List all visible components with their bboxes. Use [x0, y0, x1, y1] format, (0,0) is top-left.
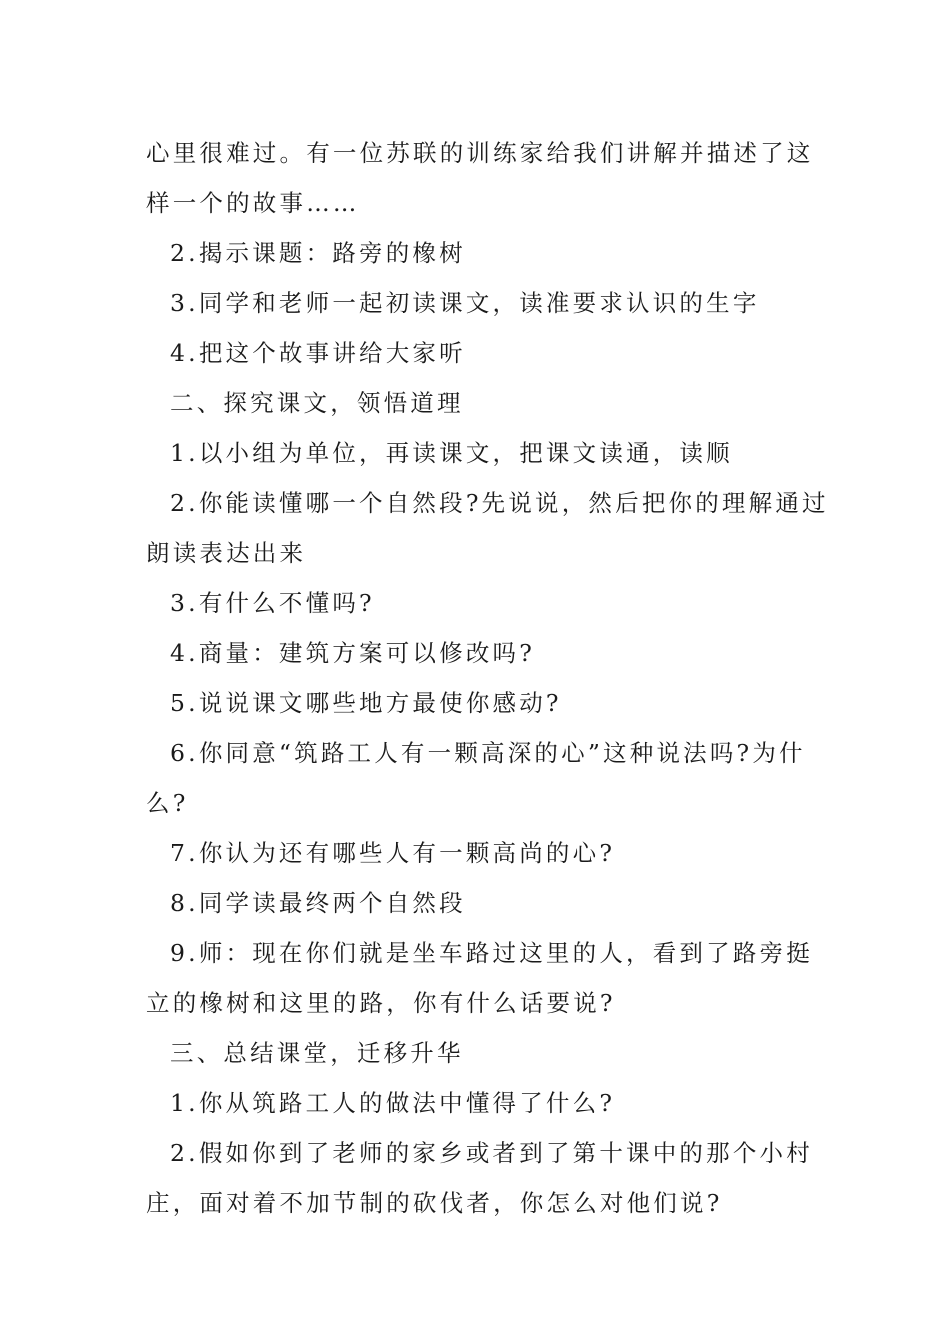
text-line: 3.同学和老师一起初读课文，读准要求认识的生字 [170, 289, 760, 317]
text-line: 3.有什么不懂吗? [170, 589, 375, 617]
text-line: 样一个的故事…… [146, 189, 360, 217]
text-line: 2.揭示课题：路旁的橡树 [170, 239, 466, 267]
text-line: 8.同学读最终两个自然段 [170, 889, 466, 917]
text-line: 庄，面对着不加节制的砍伐者，你怎么对他们说? [146, 1189, 723, 1217]
text-line: 朗读表达出来 [146, 539, 307, 567]
text-line: 4.把这个故事讲给大家听 [170, 339, 466, 367]
section-heading: 二、探究课文，领悟道理 [170, 389, 464, 417]
text-line: 1.你从筑路工人的做法中懂得了什么? [170, 1089, 616, 1117]
text-line: 5.说说课文哪些地方最使你感动? [170, 689, 562, 717]
text-line: 4.商量：建筑方案可以修改吗? [170, 639, 536, 667]
text-line: 9.师：现在你们就是坐车路过这里的人，看到了路旁挺 [170, 939, 813, 967]
section-heading: 三、总结课堂，迁移升华 [170, 1039, 464, 1067]
text-line: 么? [146, 789, 189, 817]
text-line: 6.你同意“筑路工人有一颗高深的心”这种说法吗?为什 [170, 739, 806, 767]
text-line: 7.你认为还有哪些人有一颗高尚的心? [170, 839, 616, 867]
text-line: 2.假如你到了老师的家乡或者到了第十课中的那个小村 [170, 1139, 813, 1167]
text-line: 1.以小组为单位，再读课文，把课文读通，读顺 [170, 439, 733, 467]
text-line: 心里很难过。有一位苏联的训练家给我们讲解并描述了这 [146, 139, 814, 167]
text-line: 立的橡树和这里的路，你有什么话要说? [146, 989, 616, 1017]
text-line: 2.你能读懂哪一个自然段?先说说，然后把你的理解通过 [170, 489, 829, 517]
document-body [146, 128, 829, 1228]
